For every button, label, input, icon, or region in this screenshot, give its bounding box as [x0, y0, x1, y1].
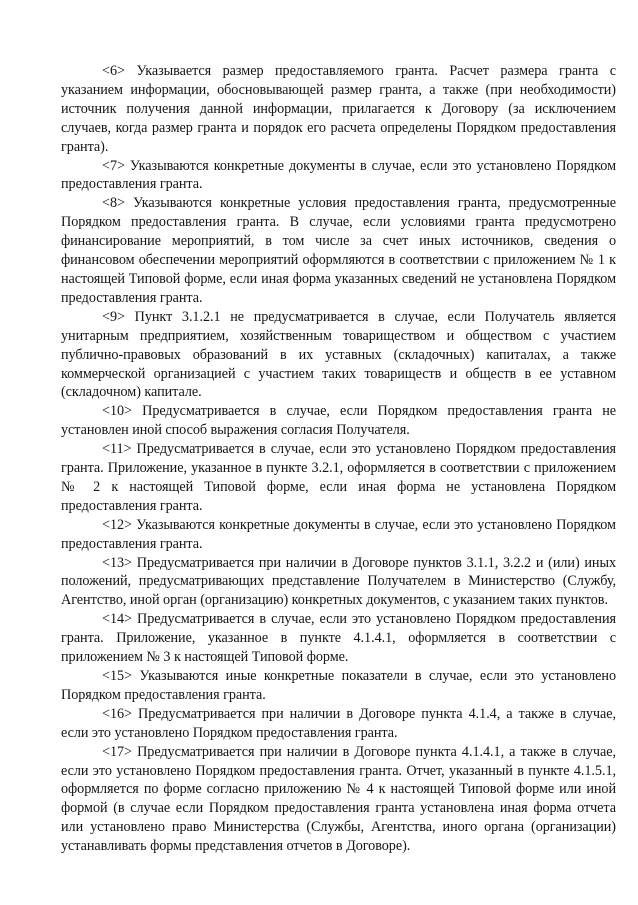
footnote-11: <11> Предусматривается в случае, если это установлено Порядком предоставления гранта. Приложение, указанное в пункте 3.2.1, оформляется в соответствии с приложением № 2 к настоящей Типовой форме, если иная форма не установлена Порядком предоставления гранта.: [61, 441, 616, 514]
footnote-9: <9> Пункт 3.1.2.1 не предусматривается в случае, если Получатель является унитарным предприятием, хозяйственным товариществом и обществом с участием публично-правовых образований в их уставных (складочных) капиталах, а также коммерческой организацией с участием таких товариществ и обществ в ее уставном (складочном) капитале.: [61, 308, 616, 401]
footnote-12: <12> Указываются конкретные документы в случае, если это установлено Порядком предоставления гранта.: [61, 516, 616, 552]
footnote-16: <16> Предусматривается при наличии в Договоре пункта 4.1.4, а также в случае, если это установлено Порядком предоставления гранта.: [61, 705, 616, 741]
footnote-17: <17> Предусматривается при наличии в Договоре пункта 4.1.4.1, а также в случае, если это установлено Порядком предоставления гранта. Отчет, указанный в пункте 4.1.5.1, оформляется по форме согласно приложению № 4 к настоящей Типовой форме или иной формой (в случае если Порядком предоставления гранта установлена иная форма отчета или установлено право Министерства (Службы, Агентства, иного органа (организации) устанавливать формы представления отчетов в Договоре).: [61, 743, 616, 855]
footnote-7: <7> Указываются конкретные документы в случае, если это установлено Порядком предоставления гранта.: [61, 157, 616, 193]
footnote-13: <13> Предусматривается при наличии в Договоре пунктов 3.1.1, 3.2.2 и (или) иных положений, предусматривающих представление Получателем в Министерство (Службу, Агентство, иной орган (организацию) конкретных документов, с указанием таких пунктов.: [61, 554, 616, 609]
footnote-6: <6> Указывается размер предоставляемого гранта. Расчет размера гранта с указанием информации, обосновывающей размер гранта, а также (при необходимости) источник получения данной информации, прилагается к Договору (за исключением случаев, когда размер гранта и порядок его расчета определены Порядком предоставления гранта).: [61, 63, 616, 155]
footnote-14: <14> Предусматривается в случае, если это установлено Порядком предоставления гранта. Приложение, указанное в пункте 4.1.4.1, оформляется в соответствии с приложением № 3 к настоящей Типовой форме.: [61, 611, 616, 666]
footnote-8: <8> Указываются конкретные условия предоставления гранта, предусмотренные Порядком предоставления гранта. В случае, если условиями гранта предусмотрено финансирование мероприятий, в том числе за счет иных источников, сведения о финансовом обеспечении мероприятий оформляются в соответствии с приложением № 1 к настоящей Типовой форме, если иная форма указанных сведений не установлена Порядком предоставления гранта.: [61, 195, 616, 306]
footnote-10: <10> Предусматривается в случае, если Порядком предоставления гранта не установлен иной способ выражения согласия Получателя.: [61, 403, 616, 439]
footnote-15: <15> Указываются иные конкретные показатели в случае, если это установлено Порядком предоставления гранта.: [61, 668, 616, 703]
